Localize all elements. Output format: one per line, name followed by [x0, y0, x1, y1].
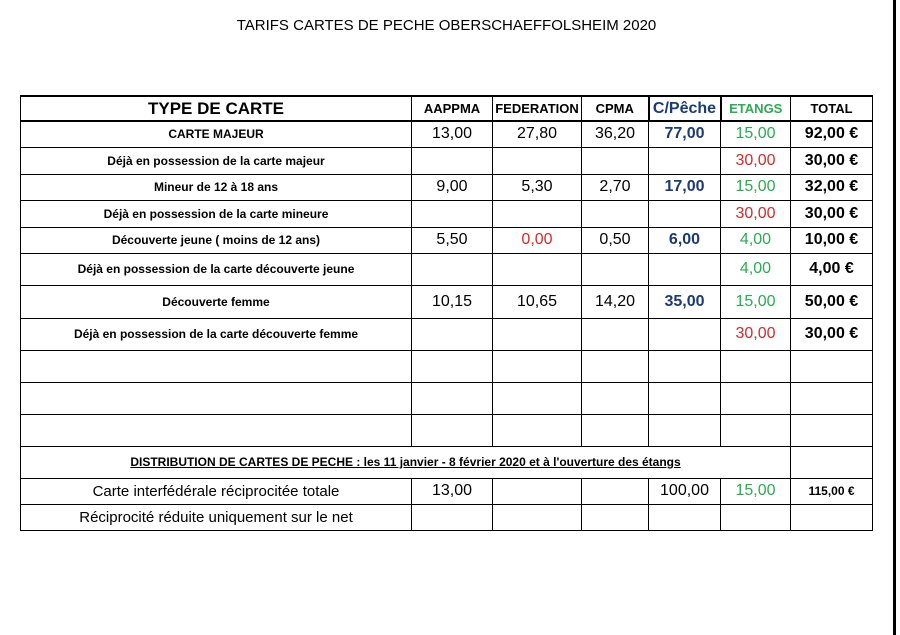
cell-total: 32,00 €	[791, 174, 873, 200]
table-row	[21, 227, 873, 253]
cell-federation	[493, 478, 582, 504]
cell-total: 30,00 €	[791, 147, 873, 174]
empty-cell	[649, 350, 721, 382]
cell-federation: 5,30	[493, 174, 582, 200]
table-row	[21, 318, 873, 350]
empty-cell	[493, 414, 582, 446]
distribution-note: DISTRIBUTION DE CARTES DE PECHE : les 11 janvier - 8 février 2020 et à l'ouverture des étangs	[21, 446, 791, 478]
cell-etangs: 15,00	[721, 285, 791, 318]
empty-cell	[582, 382, 649, 414]
cell-cpeche: 35,00	[649, 285, 721, 318]
table-row	[21, 200, 873, 227]
cell-aappma	[412, 318, 493, 350]
cell-federation	[493, 147, 582, 174]
empty-cell	[721, 382, 791, 414]
cell-aappma: 10,15	[412, 285, 493, 318]
empty-row	[21, 350, 873, 382]
cell-federation	[493, 200, 582, 227]
table-row	[21, 285, 873, 318]
header-total: TOTAL	[791, 96, 873, 121]
interfederale-row	[21, 478, 873, 504]
cell-aappma: 13,00	[412, 121, 493, 147]
cell-etangs: 4,00	[721, 253, 791, 285]
empty-row	[21, 382, 873, 414]
empty-cell	[493, 504, 582, 530]
empty-cell	[493, 382, 582, 414]
row-label: Mineur de 12 à 18 ans	[21, 174, 412, 200]
cell-cpma	[582, 253, 649, 285]
cell-total: 92,00 €	[791, 121, 873, 147]
empty-cell	[412, 382, 493, 414]
header-cpma: CPMA	[582, 96, 649, 121]
cell-aappma: 9,00	[412, 174, 493, 200]
cell-cpma	[582, 200, 649, 227]
cell-aappma: 5,50	[412, 227, 493, 253]
empty-cell	[721, 350, 791, 382]
cell-federation	[493, 318, 582, 350]
empty-cell	[412, 504, 493, 530]
cell-cpma: 2,70	[582, 174, 649, 200]
cell-total: 115,00 €	[791, 478, 873, 504]
cell-etangs: 30,00	[721, 318, 791, 350]
cell-aappma: 13,00	[412, 478, 493, 504]
cell-cpeche: 77,00	[649, 121, 721, 147]
cell-federation	[493, 253, 582, 285]
empty-cell	[582, 504, 649, 530]
row-label: Découverte femme	[21, 285, 412, 318]
header-federation: FEDERATION	[493, 96, 582, 121]
empty-cell	[649, 414, 721, 446]
cell-cpma	[582, 478, 649, 504]
header-etangs: ETANGS	[721, 96, 791, 121]
row-label: Déjà en possession de la carte découverte femme	[21, 318, 412, 350]
row-label: Déjà en possession de la carte découverte jeune	[21, 253, 412, 285]
row-label: Réciprocité réduite uniquement sur le net	[21, 504, 412, 530]
cell-cpma: 0,50	[582, 227, 649, 253]
cell-total: 4,00 €	[791, 253, 873, 285]
cell-federation: 27,80	[493, 121, 582, 147]
empty-cell	[21, 382, 412, 414]
table-row	[21, 174, 873, 200]
empty-cell	[649, 382, 721, 414]
page-right-border	[893, 0, 896, 635]
header-cpeche: C/Pêche	[649, 96, 721, 121]
cell-total: 50,00 €	[791, 285, 873, 318]
cell-aappma	[412, 253, 493, 285]
cell-cpeche: 6,00	[649, 227, 721, 253]
cell-cpma	[582, 147, 649, 174]
cell-cpma: 36,20	[582, 121, 649, 147]
empty-cell	[791, 382, 873, 414]
cell-etangs: 15,00	[721, 174, 791, 200]
cell-cpeche	[649, 200, 721, 227]
cell-cpma	[582, 318, 649, 350]
cell-etangs: 15,00	[721, 478, 791, 504]
cell-total: 30,00 €	[791, 318, 873, 350]
table-row	[21, 253, 873, 285]
cell-cpeche: 17,00	[649, 174, 721, 200]
cell-etangs: 4,00	[721, 227, 791, 253]
header-row	[21, 96, 873, 121]
row-label: Découverte jeune ( moins de 12 ans)	[21, 227, 412, 253]
cell-aappma	[412, 200, 493, 227]
cell-cpeche: 100,00	[649, 478, 721, 504]
cell-cpma: 14,20	[582, 285, 649, 318]
cell-aappma	[412, 147, 493, 174]
empty-cell	[412, 350, 493, 382]
row-label: Carte interfédérale réciprocitée totale	[21, 478, 412, 504]
cell-cpeche	[649, 253, 721, 285]
table-row	[21, 121, 873, 147]
empty-cell	[721, 414, 791, 446]
empty-cell	[21, 414, 412, 446]
cell-federation: 10,65	[493, 285, 582, 318]
empty-cell	[493, 350, 582, 382]
tarifs-table	[20, 95, 873, 531]
empty-cell	[791, 446, 873, 478]
table-row	[21, 147, 873, 174]
header-aappma: AAPPMA	[412, 96, 493, 121]
row-label: CARTE MAJEUR	[21, 121, 412, 147]
row-label: Déjà en possession de la carte mineure	[21, 200, 412, 227]
empty-cell	[791, 504, 873, 530]
header-type: TYPE DE CARTE	[21, 96, 412, 121]
cell-total: 10,00 €	[791, 227, 873, 253]
row-label: Déjà en possession de la carte majeur	[21, 147, 412, 174]
empty-cell	[649, 504, 721, 530]
cell-federation: 0,00	[493, 227, 582, 253]
reciprocite-row	[21, 504, 873, 530]
cell-cpeche	[649, 318, 721, 350]
cell-cpeche	[649, 147, 721, 174]
empty-cell	[412, 414, 493, 446]
empty-cell	[791, 350, 873, 382]
empty-row	[21, 414, 873, 446]
distribution-row	[21, 446, 873, 478]
cell-total: 30,00 €	[791, 200, 873, 227]
cell-etangs: 30,00	[721, 147, 791, 174]
empty-cell	[582, 414, 649, 446]
empty-cell	[582, 350, 649, 382]
page-title: TARIFS CARTES DE PECHE OBERSCHAEFFOLSHEIM 2020	[236, 17, 657, 34]
cell-etangs: 30,00	[721, 200, 791, 227]
empty-cell	[791, 414, 873, 446]
empty-cell	[21, 350, 412, 382]
cell-etangs: 15,00	[721, 121, 791, 147]
empty-cell	[721, 504, 791, 530]
